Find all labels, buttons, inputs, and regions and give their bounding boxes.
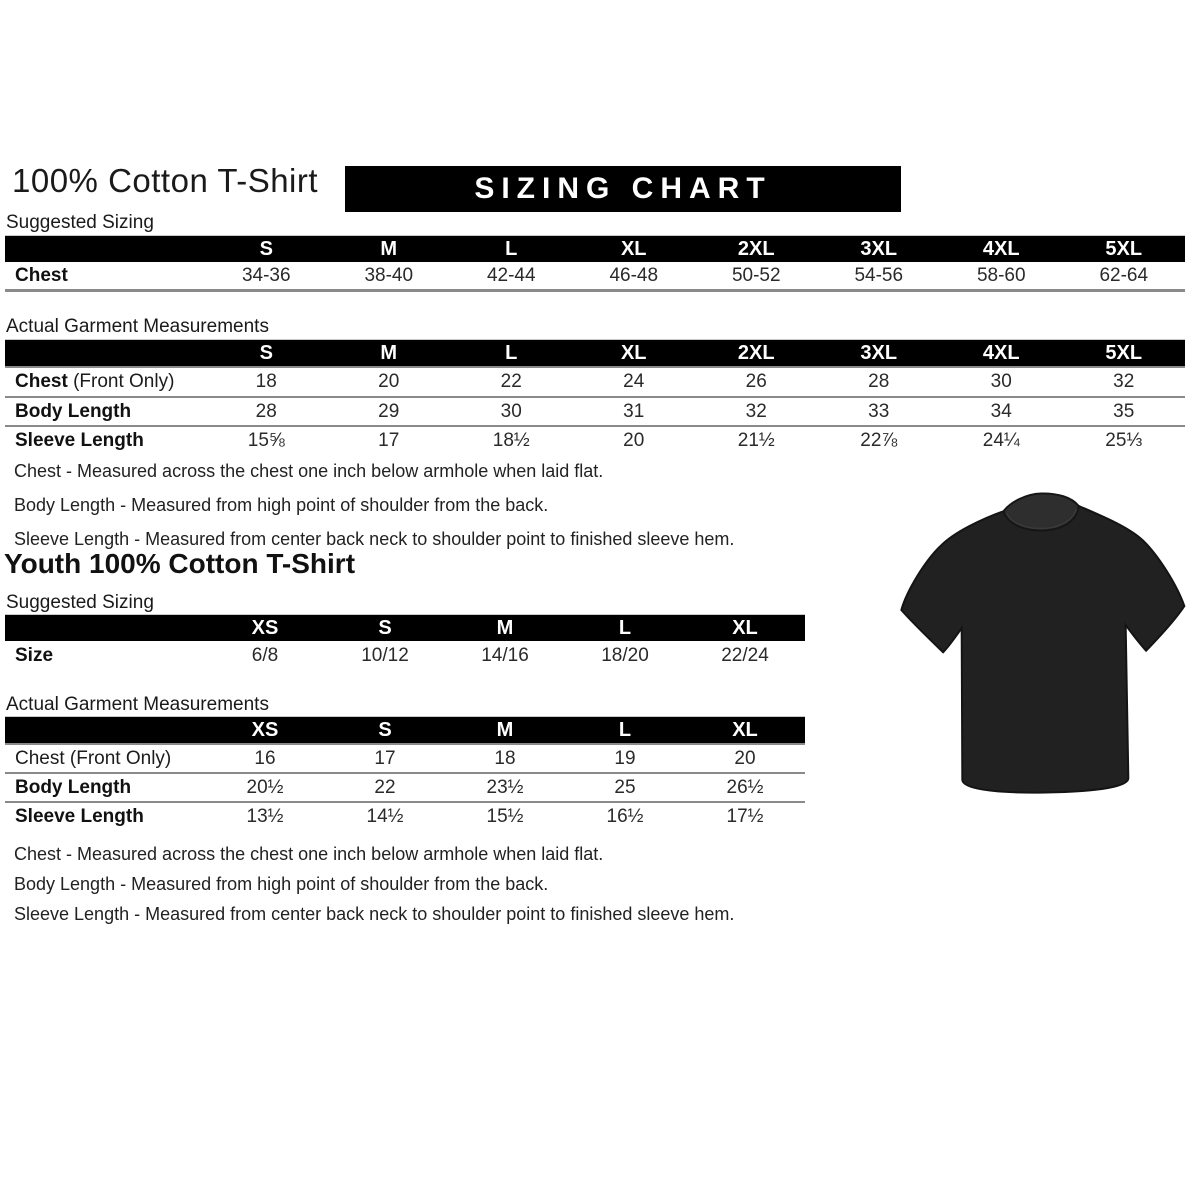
column-header: XL [732, 616, 758, 639]
column-header: 5XL [1105, 341, 1143, 364]
row-label-bold: Body Length [15, 400, 132, 422]
table-row [5, 743, 805, 772]
row-label-bold: Sleeve Length [15, 429, 144, 451]
column-header: L [505, 341, 518, 364]
table-cell: 22 [500, 371, 522, 392]
note-body-length: Body Length - Measured from high point of shoulder from the back. [14, 874, 549, 894]
note-chest: Chest - Measured across the chest one inch below armhole when laid flat. [14, 844, 604, 864]
column-header: M [496, 718, 514, 741]
table-cell: 24 [623, 371, 645, 392]
table-row [5, 425, 1185, 454]
table-cell: 20 [378, 371, 400, 392]
note-sleeve-length: Sleeve Length - Measured from center back neck to shoulder point to finished sleeve hem. [14, 904, 735, 924]
adult-actual-measurements-table [5, 339, 1185, 454]
tshirt-photo [893, 478, 1193, 813]
table-cell: 22⅞ [860, 429, 898, 451]
adult-actual-measurements-label: Actual Garment Measurements [6, 316, 269, 337]
column-header: XL [620, 341, 647, 364]
note-chest: Chest - Measured across the chest one inch below armhole when laid flat. [14, 461, 604, 481]
row-label [5, 645, 205, 667]
column-header: 2XL [737, 341, 775, 364]
table-cell: 14/16 [481, 644, 529, 666]
column-header: XL [620, 237, 647, 260]
row-label-bold: Chest [15, 264, 68, 286]
table-cell: 16½ [606, 805, 644, 827]
table-cell: 6/8 [251, 644, 279, 666]
column-header: XS [251, 718, 279, 741]
table-cell: 42-44 [486, 264, 536, 286]
table-cell: 18 [494, 747, 516, 769]
table-cell: 50-52 [731, 264, 781, 286]
table-cell: 14½ [366, 805, 404, 827]
column-header: S [259, 341, 273, 364]
table-cell: 30 [990, 371, 1012, 392]
table-cell: 34 [990, 400, 1012, 422]
column-header: 4XL [982, 341, 1020, 364]
page-title: 100% Cotton T-Shirt [12, 162, 319, 199]
column-header: 5XL [1105, 237, 1143, 260]
sizing-chart-banner: SIZING CHART [345, 166, 901, 212]
table-cell: 26 [745, 371, 767, 392]
table-cell: 22/24 [721, 644, 769, 666]
table-cell: 16 [254, 747, 276, 769]
table-cell: 33 [868, 400, 890, 422]
table-cell: 24¼ [982, 429, 1020, 451]
youth-actual-measurements-label: Actual Garment Measurements [6, 694, 269, 715]
table-cell: 18 [255, 371, 277, 392]
row-label [5, 401, 205, 423]
table-cell: 30 [500, 400, 522, 422]
table-row [5, 641, 805, 670]
table-cell: 29 [378, 400, 400, 422]
column-header: M [380, 341, 398, 364]
column-header: S [378, 616, 392, 639]
table-cell: 15½ [486, 805, 524, 827]
column-header: S [259, 237, 273, 260]
table-cell: 26½ [726, 776, 764, 798]
table-cell: 25⅓ [1105, 429, 1143, 451]
youth-suggested-sizing-table [5, 614, 805, 670]
note-body-length: Body Length - Measured from high point of shoulder from the back. [14, 495, 549, 515]
table-row [5, 801, 805, 830]
column-header: 2XL [737, 237, 775, 260]
table-cell: 25 [614, 776, 636, 798]
note-sleeve-length: Sleeve Length - Measured from center back neck to shoulder point to finished sleeve hem. [14, 529, 735, 549]
table-cell: 58-60 [976, 264, 1026, 286]
column-header: L [618, 616, 632, 639]
row-label-bold: Body Length [15, 776, 132, 798]
table-cell: 32 [745, 400, 767, 422]
row-label [5, 748, 205, 770]
row-label-bold: Chest [15, 371, 68, 392]
row-label-rest: Chest (Front Only) [15, 747, 172, 769]
youth-suggested-sizing-label: Suggested Sizing [6, 592, 154, 613]
column-header: XS [251, 616, 279, 639]
youth-actual-measurements-table [5, 716, 805, 830]
table-cell: 22 [374, 776, 396, 798]
table-cell: 17½ [726, 805, 764, 827]
table-header-row [5, 614, 805, 641]
table-cell: 17 [378, 429, 400, 451]
table-cell: 31 [623, 400, 645, 422]
column-header: L [618, 718, 632, 741]
table-cell: 18½ [492, 429, 530, 451]
table-cell: 19 [614, 747, 636, 769]
row-label-bold: Size [15, 644, 54, 666]
youth-section-title: Youth 100% Cotton T-Shirt [4, 548, 356, 579]
row-label [5, 265, 205, 287]
table-row [5, 772, 805, 801]
table-header-row [5, 716, 805, 743]
table-cell: 17 [374, 747, 396, 769]
table-cell: 28 [868, 371, 890, 392]
column-header: 4XL [982, 237, 1020, 260]
table-cell: 20 [623, 429, 645, 451]
column-header: XL [732, 718, 758, 741]
table-cell: 54-56 [854, 264, 904, 286]
column-header: S [378, 718, 392, 741]
row-label [5, 777, 205, 799]
table-row [5, 396, 1185, 425]
table-row [5, 366, 1185, 396]
table-cell: 38-40 [364, 264, 414, 286]
column-header: M [380, 237, 398, 260]
column-header: M [496, 616, 514, 639]
table-cell: 35 [1113, 400, 1135, 422]
tshirt-body-shape [900, 504, 1188, 795]
table-row [5, 262, 1185, 292]
table-header-row [5, 235, 1185, 262]
table-cell: 23½ [486, 776, 524, 798]
adult-suggested-sizing-label: Suggested Sizing [6, 212, 154, 233]
table-cell: 10/12 [361, 644, 409, 666]
row-label-bold: Sleeve Length [15, 805, 144, 827]
table-cell: 13½ [246, 805, 284, 827]
row-label [5, 806, 205, 828]
adult-suggested-sizing-table [5, 235, 1185, 292]
table-cell: 18/20 [601, 644, 649, 666]
table-cell: 34-36 [241, 264, 291, 286]
table-cell: 32 [1113, 371, 1135, 392]
table-cell: 15⅝ [247, 429, 285, 451]
row-label-rest: (Front Only) [67, 371, 175, 392]
table-cell: 21½ [737, 429, 775, 451]
column-header: 3XL [860, 341, 898, 364]
table-cell: 20½ [246, 776, 284, 798]
row-label [5, 430, 205, 452]
table-cell: 20 [734, 747, 756, 769]
table-cell: 28 [255, 400, 277, 422]
youth-measurement-notes [14, 844, 734, 934]
row-label [5, 371, 205, 393]
table-cell: 62-64 [1099, 264, 1149, 286]
tshirt-illustration [893, 478, 1193, 813]
column-header: 3XL [860, 237, 898, 260]
table-header-row [5, 339, 1185, 366]
column-header: L [505, 237, 518, 260]
table-cell: 46-48 [609, 264, 659, 286]
